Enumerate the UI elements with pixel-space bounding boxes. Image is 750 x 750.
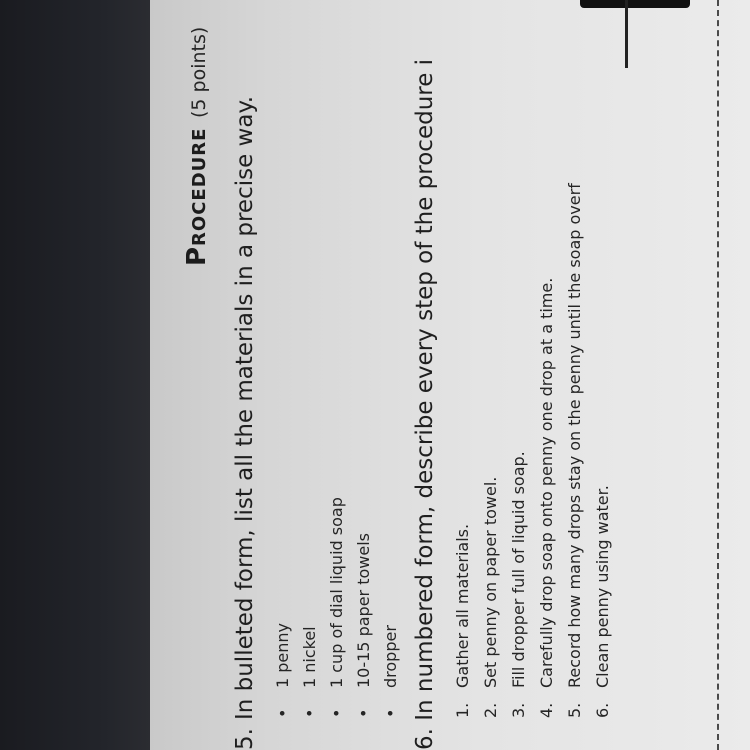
- question-6-prompt: In numbered form, describe every step of the procedure i: [412, 58, 438, 721]
- bullet-dot: •: [300, 708, 319, 718]
- material-item: [327, 497, 346, 718]
- bullet-dot: •: [327, 708, 346, 718]
- question-6: [412, 59, 438, 750]
- step-text: Clean penny using water.: [593, 485, 612, 688]
- material-text: 1 penny: [273, 622, 292, 688]
- procedure-step: [537, 278, 556, 718]
- step-number: 3.: [509, 702, 528, 718]
- step-number: 2.: [481, 702, 500, 718]
- bullet-dot: •: [354, 708, 373, 718]
- section-points: (5 points): [188, 26, 210, 118]
- step-text: Record how many drops stay on the penny until the soap overf: [565, 183, 584, 688]
- question-6-number: 6.: [412, 728, 438, 750]
- material-text: 1 cup of dial liquid soap: [327, 497, 346, 688]
- worksheet-page: [150, 0, 750, 750]
- step-number: 4.: [537, 702, 556, 718]
- rotated-content: [150, 0, 750, 750]
- step-number: 5.: [565, 702, 584, 718]
- question-5-number: 5.: [232, 728, 258, 750]
- procedure-step: [509, 451, 528, 718]
- material-item: [381, 625, 400, 718]
- step-text: Gather all materials.: [453, 523, 472, 688]
- step-text: Carefully drop soap onto penny one drop at a time.: [537, 277, 556, 688]
- procedure-step: [565, 183, 584, 718]
- procedure-step: [481, 477, 500, 718]
- dark-background: [0, 0, 150, 750]
- material-item: [354, 533, 373, 718]
- step-number: 6.: [593, 702, 612, 718]
- procedure-step: [593, 485, 612, 718]
- step-number: 1.: [453, 702, 472, 718]
- procedure-step: [453, 524, 472, 718]
- step-text: Set penny on paper towel.: [481, 476, 500, 688]
- material-text: 1 nickel: [300, 626, 319, 688]
- material-text: dropper: [381, 625, 400, 688]
- material-item: [273, 623, 292, 718]
- bullet-dot: •: [381, 708, 400, 718]
- material-text: 10-15 paper towels: [354, 533, 373, 688]
- question-5-prompt: In bulleted form, list all the materials in a precise way.: [232, 95, 258, 721]
- bullet-dot: •: [273, 708, 292, 718]
- step-text: Fill dropper full of liquid soap.: [509, 451, 528, 688]
- material-item: [300, 626, 319, 718]
- question-5: [232, 96, 258, 750]
- section-title: Procedure: [182, 127, 212, 266]
